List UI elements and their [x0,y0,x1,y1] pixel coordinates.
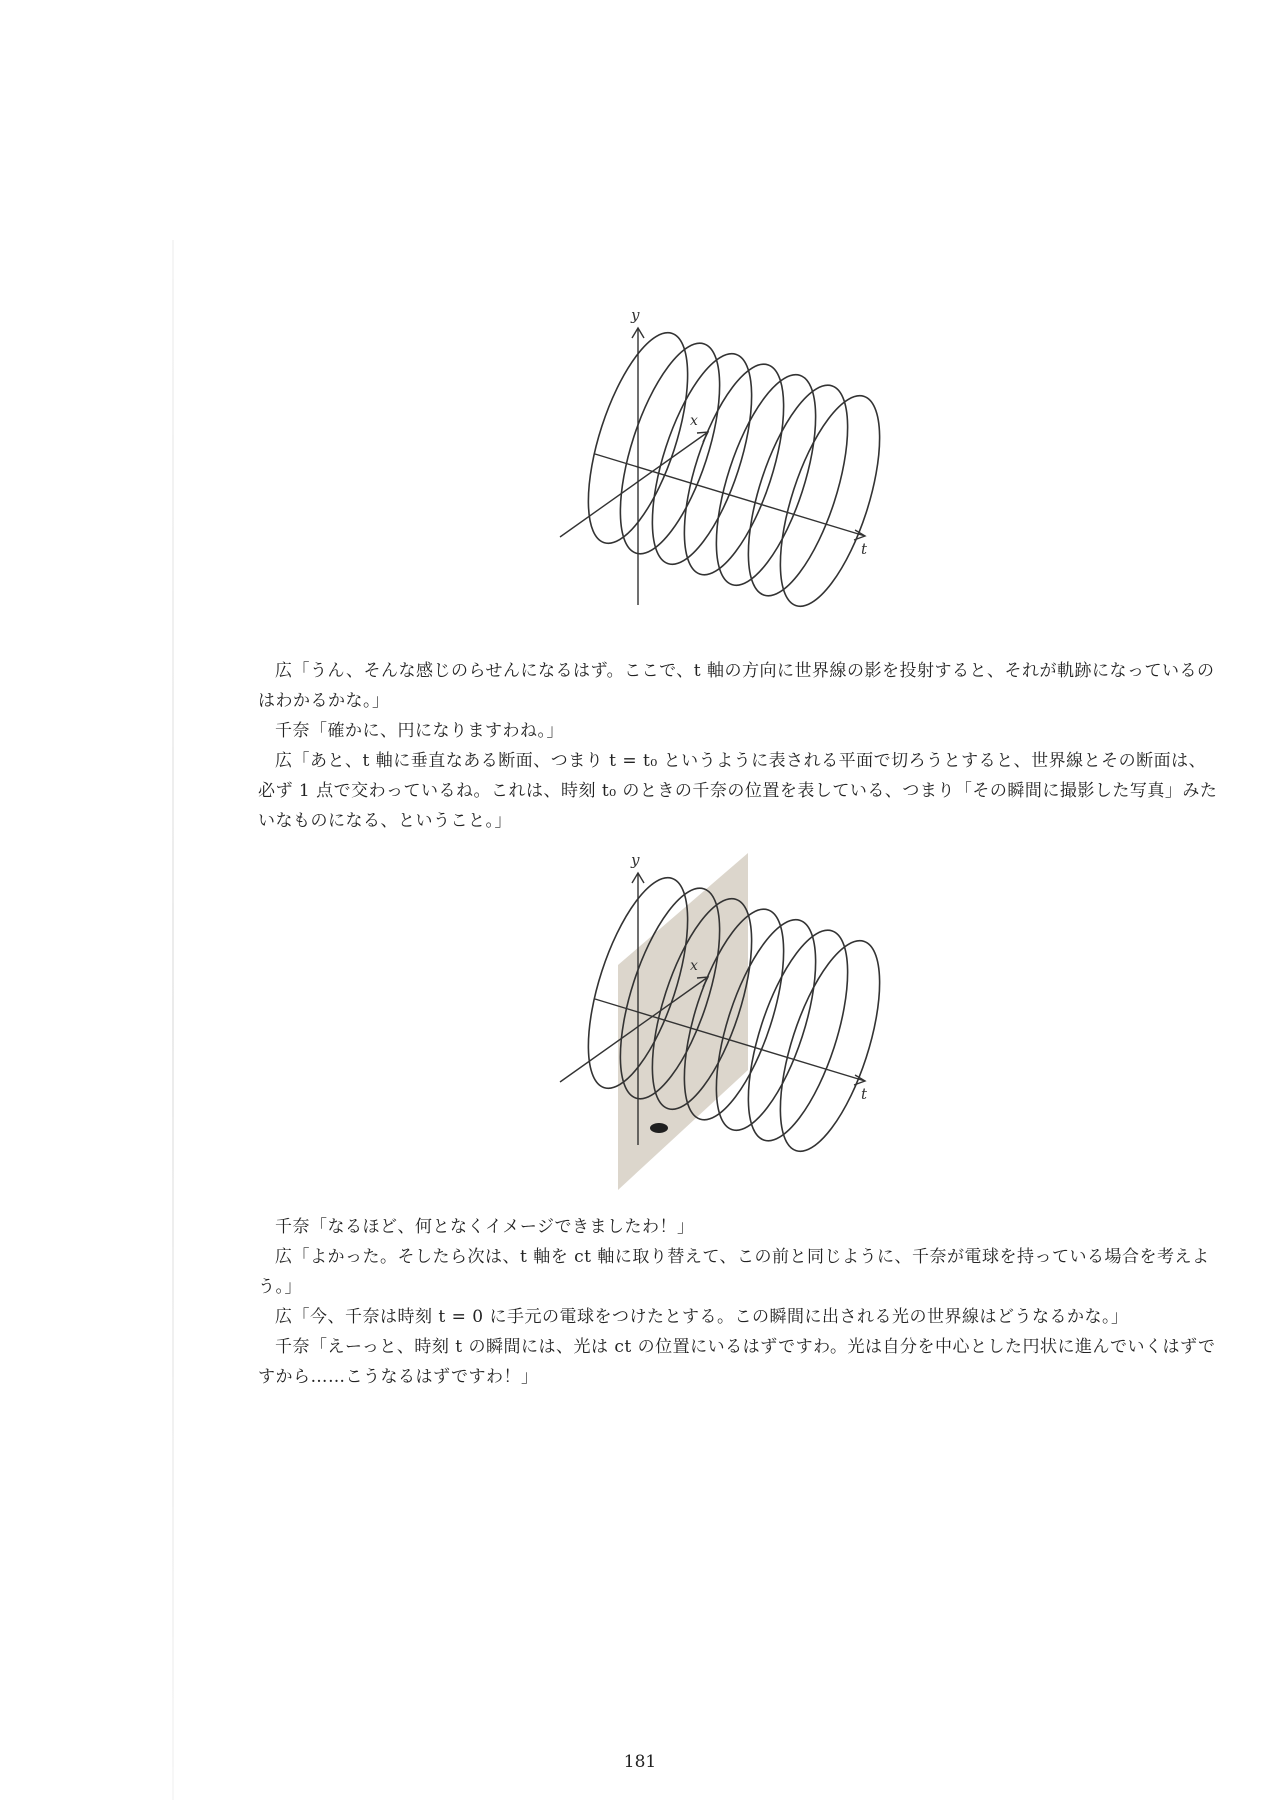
x-axis-label: x [690,413,698,429]
paragraph: 広「よかった。そしたら次は、t 軸を ct 軸に取り替えて、この前と同じように、千奈が電球を持っている場合を考えよう。」 [258,1247,1210,1297]
y-axis-label: y [631,306,640,324]
helix-loop [728,919,868,1152]
dialogue-block-1 [258,656,1220,836]
y-axis-label: y [631,851,640,869]
helix-loop [760,385,900,618]
t-axis-label: t [861,1085,868,1103]
page-number: 181 [623,1752,657,1772]
helix-loop [600,332,740,565]
helix-loop [632,343,772,576]
paragraph: 広「あと、t 軸に垂直なある断面、つまり t = t₀ というように表される平面で切ろうとすると、世界線とその断面は、必ず 1 点で交わっているね。これは、時刻 t₀ のときの千奈の位置を表している、つまり「その瞬間に撮影した写真」みたいなものになる、ということ。」 [258,751,1218,831]
helix-loop [696,364,836,597]
paragraph: 千奈「なるほど、何となくイメージできましたわ！」 [275,1217,695,1237]
cross-section-figure [540,845,940,1200]
helix-loop [664,353,804,586]
paragraph: 千奈「確かに、円になりますわね。」 [275,721,564,741]
paragraph: 千奈「えーっと、時刻 t の瞬間には、光は ct の位置にいるはずですわ。光は自分を中心とした円状に進んでいくはずですから……こうなるはずですわ！」 [258,1337,1216,1387]
helix-diagram [540,300,940,640]
helix-figure [540,300,940,640]
x-axis [560,432,708,537]
paragraph: 広「今、千奈は時刻 t = 0 に手元の電球をつけたとする。この瞬間に出される光の世界線はどうなるかな。」 [275,1307,1129,1327]
x-axis-label: x [690,958,698,974]
helix-loop [760,930,900,1163]
helix-loop [728,374,868,607]
intersection-point [650,1123,668,1133]
dialogue-block-2 [258,1212,1220,1392]
cross-section-diagram [540,845,940,1200]
helix-world-line [568,322,900,618]
paragraph: 広「うん、そんな感じのらせんになるはず。ここで、t 軸の方向に世界線の影を投射すると、それが軌跡になっているのはわかるかな。」 [258,661,1215,711]
t-axis-label: t [861,540,868,558]
scan-edge [172,240,174,1800]
